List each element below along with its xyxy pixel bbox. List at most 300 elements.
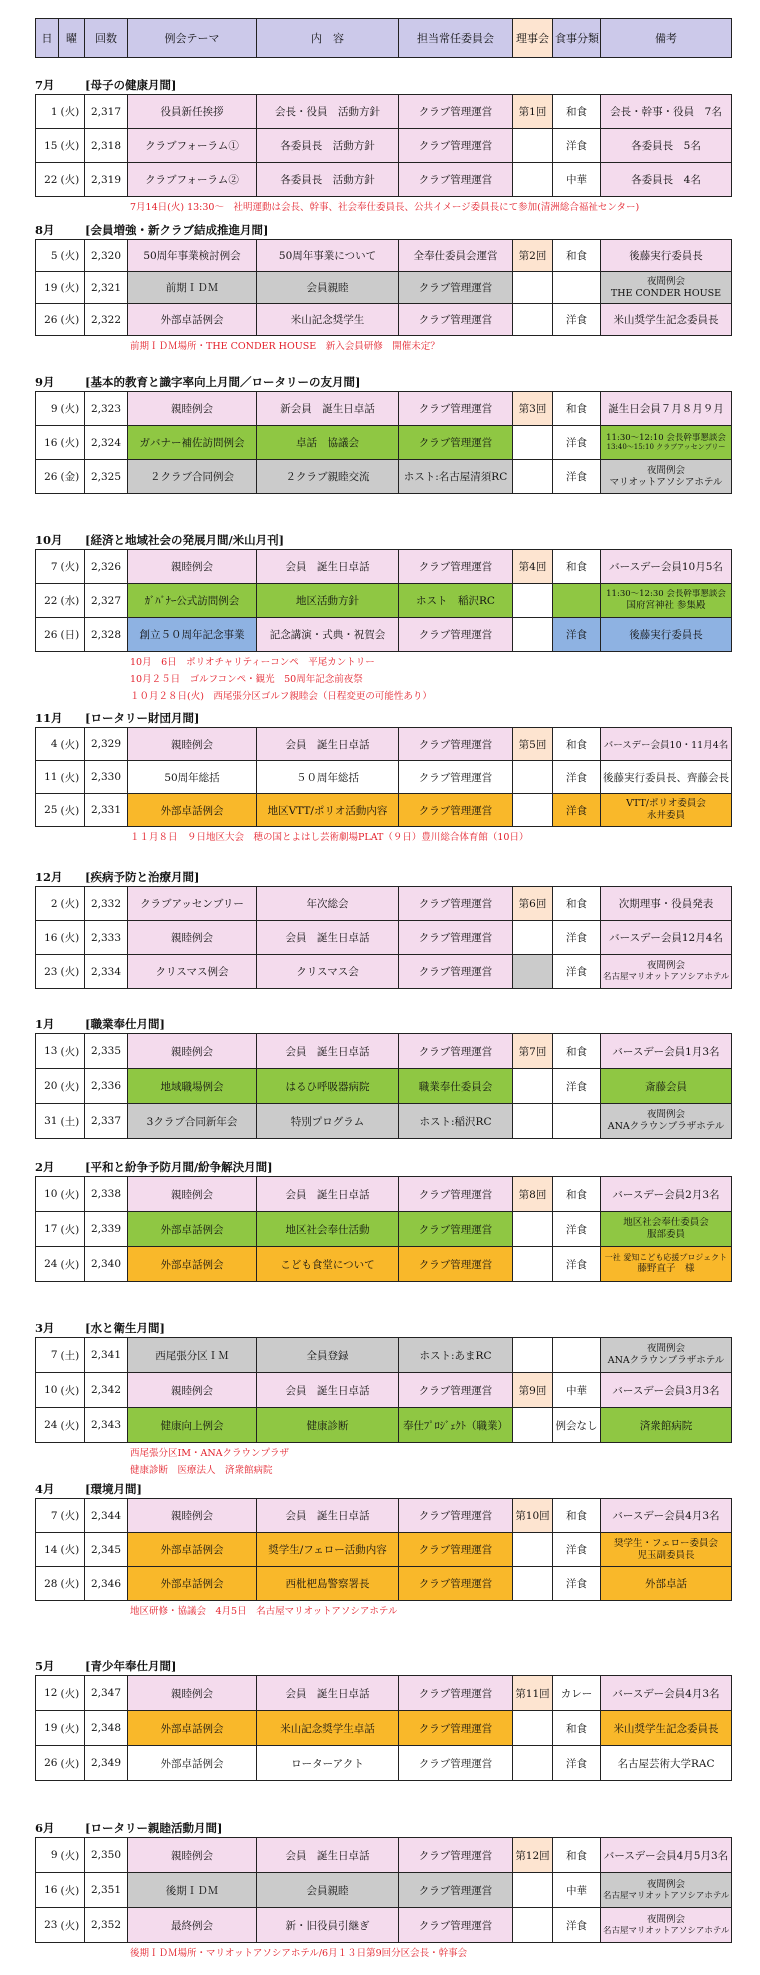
meeting-number-text: 2,348	[90, 1722, 122, 1734]
remarks-cell	[601, 1676, 732, 1711]
remarks-cell	[601, 1711, 732, 1746]
schedule-row	[36, 1838, 732, 1873]
content-cell	[257, 1873, 399, 1908]
schedule-row	[36, 794, 732, 827]
remarks-line: バースデー会員12月4名	[609, 932, 723, 944]
meal-type-cell	[553, 887, 601, 921]
weekday-cell	[59, 584, 85, 618]
meeting-number-text: 2,330	[90, 771, 122, 783]
weekday-text: (火)	[60, 738, 80, 751]
meeting-number-text: 2,319	[90, 173, 122, 186]
remarks-line: バースデー会員4月3名	[612, 1510, 720, 1522]
theme-text: 外部卓話例会	[160, 1722, 224, 1735]
day-cell	[36, 1873, 59, 1908]
day-cell	[36, 129, 59, 163]
content-cell	[257, 426, 399, 460]
committee-text: クラブ管理運営	[418, 1757, 493, 1770]
committee-text: クラブ管理運営	[418, 140, 493, 152]
day-cell	[36, 1567, 59, 1601]
committee-cell	[399, 1247, 513, 1282]
theme-text: 50周年事業検討例会	[143, 250, 241, 262]
month-table	[35, 391, 732, 494]
remarks-cell	[601, 1746, 732, 1781]
schedule-row	[36, 1104, 732, 1139]
meeting-number-cell	[85, 1873, 128, 1908]
content-cell	[257, 304, 399, 336]
day-text: 16	[44, 1884, 58, 1896]
committee-cell	[399, 1338, 513, 1373]
content-cell	[257, 1567, 399, 1601]
day-cell	[36, 1212, 59, 1247]
weekday-cell	[59, 129, 85, 163]
remarks-line: バースデー会員1月3名	[612, 1045, 720, 1058]
month-theme-title: [青少年奉仕月間]	[85, 1658, 176, 1676]
committee-cell	[399, 1676, 513, 1711]
month-theme-title: [水と衛生月間]	[85, 1320, 165, 1338]
schedule-row	[36, 955, 732, 989]
schedule-row	[36, 1873, 732, 1908]
content-text: 奨学生/フェロー活動内容	[268, 1544, 387, 1556]
schedule-row	[36, 584, 732, 618]
committee-text: 全奉仕委員会運営	[413, 250, 498, 262]
schedule-row	[36, 1177, 732, 1212]
weekday-cell	[59, 1247, 85, 1282]
board-meeting-text: 第2回	[518, 250, 547, 262]
theme-text: 健康向上例会	[160, 1419, 224, 1432]
schedule-row	[36, 1711, 732, 1746]
content-text: 会員 誕生日卓話	[285, 738, 370, 751]
schedule-row	[36, 272, 732, 304]
meeting-number-text: 2,342	[90, 1384, 122, 1396]
meal-type-text: 洋食	[566, 966, 587, 978]
committee-text: クラブ管理運営	[418, 1384, 493, 1397]
board-meeting-text: 第5回	[518, 738, 547, 751]
board-meeting-text: 第12回	[515, 1849, 550, 1862]
committee-cell	[399, 1711, 513, 1746]
weekday-text: (火)	[60, 314, 80, 326]
committee-cell	[399, 955, 513, 989]
month-note: 西尾張分区IM・ANAクラウンプラザ	[130, 1448, 290, 1459]
board-meeting-cell	[513, 129, 553, 163]
meeting-number-cell	[85, 1104, 128, 1139]
month-theme-title: [経済と地域社会の発展月間/米山月刊]	[85, 532, 284, 550]
remarks-cell	[601, 1838, 732, 1873]
header-meeting-number: 回数	[85, 19, 128, 58]
month-theme-title: [基本的教育と識字率向上月間／ロータリーの友月間]	[85, 374, 360, 392]
month-note: １１月８日 ９日地区大会 穂の国とよはし芸術劇場PLAT（９日）豊川総合体育館（10日）	[130, 832, 529, 843]
header-committee: 担当常任委員会	[399, 19, 513, 58]
day-text: 7	[50, 1349, 58, 1361]
month-label: 2月	[35, 1160, 55, 1174]
schedule-row	[36, 304, 732, 336]
content-text: 地区VTT/ポリオ活動内容	[267, 804, 388, 817]
content-cell	[257, 95, 399, 129]
board-meeting-cell	[513, 1212, 553, 1247]
month-table	[35, 549, 732, 652]
meeting-number-cell	[85, 163, 128, 197]
meal-type-cell	[553, 584, 601, 618]
content-text: ２クラブ親睦交流	[285, 471, 370, 483]
meal-type-text: 和食	[566, 1722, 587, 1735]
weekday-cell	[59, 1533, 85, 1567]
day-text: 23	[44, 1919, 58, 1931]
committee-cell	[399, 1908, 513, 1943]
month-table	[35, 1498, 732, 1601]
day-cell	[36, 95, 59, 129]
schedule-row	[36, 426, 732, 460]
theme-cell	[128, 1034, 257, 1069]
remarks-cell	[601, 1212, 732, 1247]
meal-type-cell	[553, 1533, 601, 1567]
month-label: 5月	[35, 1659, 55, 1673]
content-cell	[257, 129, 399, 163]
board-meeting-cell	[513, 584, 553, 618]
month-table	[35, 94, 732, 197]
meeting-number-cell	[85, 794, 128, 827]
theme-text: クリスマス例会	[155, 966, 229, 978]
content-text: 米山記念奨学生	[290, 314, 365, 326]
remarks-line: 名古屋芸術大学RAC	[617, 1757, 715, 1770]
remarks-line: 次期理事・役員発表	[618, 898, 714, 910]
weekday-cell	[59, 426, 85, 460]
day-cell	[36, 1408, 59, 1443]
committee-text: クラブ管理運営	[418, 106, 493, 118]
meal-type-text: 洋食	[566, 1223, 587, 1236]
weekday-cell	[59, 618, 85, 652]
theme-cell	[128, 1499, 257, 1533]
remarks-line: 藤野直子 様	[637, 1263, 695, 1275]
meeting-number-text: 2,352	[90, 1919, 122, 1931]
remarks-line: 名古屋マリオットアソシアホテル	[603, 972, 729, 983]
committee-cell	[399, 1873, 513, 1908]
meal-type-text: 洋食	[566, 1919, 587, 1932]
content-text: 地区活動方針	[296, 595, 359, 607]
committee-text: ホスト:名古屋清須RC	[403, 471, 508, 483]
month-section	[0, 1820, 760, 1959]
theme-text: ｶﾞﾊﾞﾅｰ公式訪問例会	[144, 595, 240, 607]
theme-cell	[128, 1711, 257, 1746]
day-cell	[36, 887, 59, 921]
committee-cell	[399, 163, 513, 197]
remarks-line: バースデー会員10・11月4名	[603, 740, 729, 751]
month-theme-title: [環境月間]	[85, 1481, 142, 1499]
schedule-row	[36, 1034, 732, 1069]
schedule-row	[36, 1567, 732, 1601]
month-label: 12月	[35, 870, 63, 884]
month-theme-title: [会員増強・新クラブ結成推進月間]	[85, 222, 268, 240]
meal-type-cell	[553, 392, 601, 426]
weekday-cell	[59, 1746, 85, 1781]
schedule-row	[36, 1408, 732, 1443]
meeting-number-cell	[85, 1034, 128, 1069]
meal-type-cell	[553, 1338, 601, 1373]
meeting-number-text: 2,317	[90, 105, 122, 118]
day-cell	[36, 240, 59, 272]
day-text: 2	[50, 897, 58, 910]
committee-cell	[399, 550, 513, 584]
remarks-line: 後藤実行委員長、齊藤会長	[603, 771, 729, 784]
theme-text: 地域職場例会	[160, 1080, 224, 1093]
meeting-number-text: 2,336	[90, 1080, 122, 1092]
meal-type-text: カレー	[560, 1687, 593, 1700]
meeting-number-cell	[85, 921, 128, 955]
meal-type-cell	[553, 1104, 601, 1139]
weekday-text: (火)	[60, 106, 80, 118]
theme-text: 最終例会	[171, 1919, 213, 1932]
meeting-number-cell	[85, 1499, 128, 1533]
meeting-number-cell	[85, 618, 128, 652]
remarks-cell	[601, 304, 732, 336]
weekday-cell	[59, 1873, 85, 1908]
meeting-number-text: 2,335	[90, 1045, 122, 1057]
meeting-number-cell	[85, 304, 128, 336]
header-content: 内 容	[257, 19, 399, 58]
meal-type-cell	[553, 1177, 601, 1212]
content-cell	[257, 1338, 399, 1373]
meeting-number-cell	[85, 584, 128, 618]
day-cell	[36, 392, 59, 426]
day-text: 25	[44, 804, 58, 816]
day-text: 20	[44, 1080, 58, 1092]
meal-type-cell	[553, 95, 601, 129]
remarks-cell	[601, 1069, 732, 1104]
meal-type-cell	[553, 1034, 601, 1069]
weekday-text: (火)	[60, 1045, 80, 1058]
content-cell	[257, 955, 399, 989]
meeting-number-cell	[85, 1247, 128, 1282]
meal-type-text: 洋食	[566, 437, 587, 449]
committee-cell	[399, 460, 513, 494]
board-meeting-cell	[513, 1711, 553, 1746]
meal-type-cell	[553, 304, 601, 336]
theme-cell	[128, 1533, 257, 1567]
month-label: 3月	[35, 1321, 55, 1335]
weekday-cell	[59, 1908, 85, 1943]
theme-text: クラブフォーラム②	[145, 174, 239, 186]
content-cell	[257, 921, 399, 955]
day-cell	[36, 921, 59, 955]
content-text: 卓話 協議会	[296, 437, 359, 449]
content-cell	[257, 163, 399, 197]
meeting-number-text: 2,328	[90, 628, 122, 641]
theme-cell	[128, 584, 257, 618]
month-section	[0, 77, 760, 213]
remarks-line: 済衆館病院	[639, 1419, 693, 1432]
weekday-text: (金)	[60, 471, 80, 483]
committee-cell	[399, 1746, 513, 1781]
committee-cell	[399, 921, 513, 955]
committee-cell	[399, 618, 513, 652]
remarks-line: 外部卓話	[645, 1578, 687, 1590]
weekday-cell	[59, 1567, 85, 1601]
content-cell	[257, 392, 399, 426]
board-meeting-cell	[513, 1533, 553, 1567]
theme-cell	[128, 887, 257, 921]
day-cell	[36, 955, 59, 989]
board-meeting-cell	[513, 392, 553, 426]
remarks-line: バースデー会員4月5月3名	[603, 1849, 729, 1862]
board-meeting-cell	[513, 1908, 553, 1943]
meal-type-cell	[553, 1838, 601, 1873]
month-label: 9月	[35, 375, 55, 389]
meal-type-text: 洋食	[566, 471, 587, 483]
committee-text: クラブ管理運営	[418, 771, 493, 784]
committee-cell	[399, 794, 513, 827]
meeting-number-text: 2,347	[90, 1687, 122, 1699]
meal-type-cell	[553, 1908, 601, 1943]
committee-text: クラブ管理運営	[418, 174, 493, 186]
content-text: 年次総会	[306, 898, 349, 910]
day-text: 13	[44, 1045, 58, 1057]
meal-type-text: 和食	[566, 561, 587, 573]
meeting-number-cell	[85, 728, 128, 761]
content-text: 全員登録	[306, 1349, 349, 1362]
meal-type-cell	[553, 761, 601, 794]
schedule-row	[36, 550, 732, 584]
theme-cell	[128, 1676, 257, 1711]
committee-text: クラブ管理運営	[418, 1578, 493, 1590]
content-text: 健康診断	[306, 1419, 349, 1432]
content-text: はるひ呼吸器病院	[285, 1080, 370, 1093]
board-meeting-text: 第11回	[515, 1687, 550, 1700]
meal-type-cell	[553, 460, 601, 494]
theme-text: 外部卓話例会	[160, 1578, 224, 1590]
meal-type-cell	[553, 129, 601, 163]
committee-cell	[399, 272, 513, 304]
remarks-line: バースデー会員2月3名	[612, 1188, 720, 1201]
content-text: 会員 誕生日卓話	[285, 1687, 370, 1700]
day-text: 9	[50, 1849, 58, 1861]
meeting-number-text: 2,343	[90, 1419, 122, 1431]
weekday-cell	[59, 550, 85, 584]
meal-type-text: 中華	[566, 1884, 587, 1897]
meeting-number-text: 2,338	[90, 1188, 122, 1200]
content-cell	[257, 728, 399, 761]
content-text: 特別プログラム	[290, 1115, 365, 1128]
meal-type-text: 和食	[566, 250, 587, 262]
weekday-text: (土)	[60, 1115, 80, 1128]
content-cell	[257, 794, 399, 827]
weekday-cell	[59, 460, 85, 494]
meal-type-cell	[553, 955, 601, 989]
weekday-cell	[59, 955, 85, 989]
day-text: 22	[44, 173, 58, 186]
meeting-number-text: 2,323	[90, 402, 122, 415]
day-text: 26	[44, 628, 58, 641]
month-table	[35, 886, 732, 989]
theme-text: 親睦例会	[171, 403, 213, 415]
theme-text: 親睦例会	[171, 1687, 213, 1700]
meeting-number-cell	[85, 1338, 128, 1373]
weekday-text: (火)	[60, 561, 80, 573]
day-text: 19	[44, 1722, 58, 1734]
committee-cell	[399, 1177, 513, 1212]
meeting-number-cell	[85, 1373, 128, 1408]
weekday-cell	[59, 1408, 85, 1443]
meal-type-text: 洋食	[566, 1080, 587, 1093]
weekday-text: (火)	[60, 898, 80, 910]
weekday-text: (火)	[60, 1544, 80, 1556]
theme-text: 外部卓話例会	[160, 314, 224, 326]
board-meeting-cell	[513, 304, 553, 336]
day-text: 17	[44, 1223, 58, 1235]
remarks-line: ANAクラウンプラザホテル	[607, 1355, 725, 1366]
theme-text: 親睦例会	[171, 738, 213, 751]
meeting-number-text: 2,318	[90, 139, 122, 152]
content-text: 会員 誕生日卓話	[285, 1045, 370, 1058]
board-meeting-cell	[513, 1746, 553, 1781]
day-cell	[36, 1069, 59, 1104]
meeting-number-text: 2,350	[90, 1849, 122, 1861]
committee-cell	[399, 1069, 513, 1104]
board-meeting-cell	[513, 761, 553, 794]
theme-text: 外部卓話例会	[160, 1258, 224, 1271]
remarks-cell	[601, 1373, 732, 1408]
meal-type-text: 洋食	[566, 1578, 587, 1590]
content-cell	[257, 1838, 399, 1873]
remarks-cell	[601, 761, 732, 794]
remarks-line: 各委員長 5名	[631, 140, 701, 152]
day-cell	[36, 163, 59, 197]
month-table	[35, 727, 732, 827]
theme-cell	[128, 1373, 257, 1408]
committee-text: クラブ管理運営	[418, 966, 493, 978]
weekday-cell	[59, 95, 85, 129]
day-text: 16	[44, 931, 58, 944]
board-meeting-text: 第3回	[518, 403, 547, 415]
weekday-text: (火)	[60, 1722, 80, 1735]
content-text: 50周年事業について	[278, 250, 377, 262]
schedule-row	[36, 392, 732, 426]
theme-cell	[128, 1746, 257, 1781]
meal-type-text: 和食	[566, 1045, 587, 1058]
committee-cell	[399, 728, 513, 761]
theme-cell	[128, 1567, 257, 1601]
remarks-cell	[601, 392, 732, 426]
weekday-cell	[59, 1177, 85, 1212]
committee-text: クラブ管理運営	[418, 1045, 493, 1058]
content-text: 会長・役員 活動方針	[275, 106, 380, 118]
meal-type-cell	[553, 240, 601, 272]
remarks-cell	[601, 955, 732, 989]
meeting-number-text: 2,320	[90, 249, 122, 262]
committee-text: クラブ管理運営	[418, 738, 493, 751]
committee-cell	[399, 1104, 513, 1139]
committee-cell	[399, 1499, 513, 1533]
remarks-cell	[601, 794, 732, 827]
meeting-number-cell	[85, 887, 128, 921]
month-section	[0, 1159, 760, 1275]
theme-cell	[128, 129, 257, 163]
committee-text: ホスト:稲沢RC	[419, 1115, 492, 1128]
weekday-text: (火)	[60, 932, 80, 944]
meal-type-text: 中華	[566, 174, 587, 186]
weekday-text: (火)	[60, 1384, 80, 1397]
schedule-row	[36, 1247, 732, 1282]
committee-cell	[399, 1408, 513, 1443]
month-label: 6月	[35, 1821, 55, 1835]
day-cell	[36, 1247, 59, 1282]
schedule-row	[36, 728, 732, 761]
month-note: 7月14日(火) 13:30～ 社明運動は会長、幹事、社会奉仕委員長、公共イメージ委員長にて参加(清洲総合福祉センター)	[130, 202, 640, 213]
meeting-number-cell	[85, 460, 128, 494]
committee-text: クラブ管理運営	[418, 1188, 493, 1201]
committee-text: ホスト 稲沢RC	[416, 595, 495, 607]
day-text: 24	[44, 1258, 58, 1270]
theme-cell	[128, 1338, 257, 1373]
remarks-cell	[601, 1247, 732, 1282]
meal-type-cell	[553, 794, 601, 827]
